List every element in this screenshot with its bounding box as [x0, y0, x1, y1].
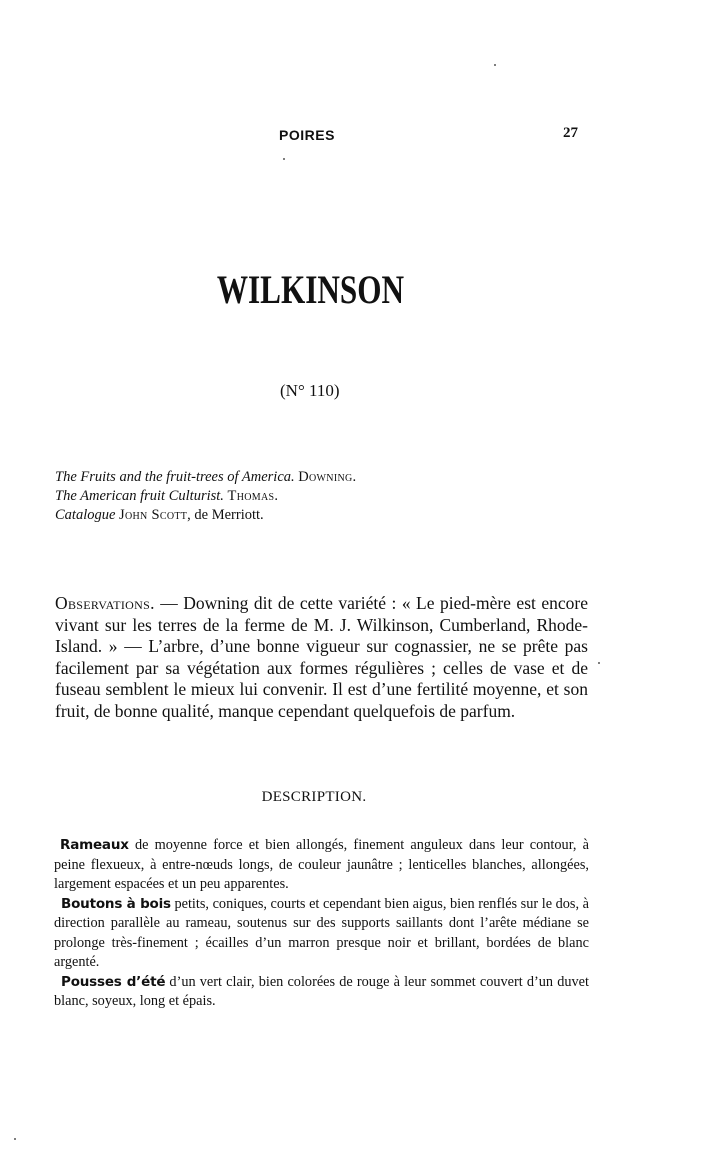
description-item [54, 836, 589, 895]
observations-text: — Downing dit de cette variété : « Le pied-mère est encore vivant sur les terres de la ferme de M. J. Wilkinson, Cumberland, Rhode-Island. » — L’arbre, d’une bonne vigueur sur cognassier, ne se prête pas facilement par sa végétation aux formes régulières ; celles de vase et de fuseau semblent le mieux lui convenir. Il est d’une fertilité moyenne, et son fruit, de bonne qualité, manque cependant quelquefois de parfum. [55, 593, 588, 721]
reference-line [55, 468, 615, 487]
observations-label: Observations. [55, 593, 155, 613]
reference-author: Downing. [298, 469, 357, 485]
description-text: petits, coniques, courts et cependant bien aigus, bien renflés sur le dos, à direction parallèle au rameau, soutenus sur des supports saillants dont l’arête médiane se prolonge très-finement ; écailles d’un marron presque noir et brillant, bordées de blanc argenté. [54, 895, 589, 970]
reference-title: The American fruit Culturist. [55, 488, 224, 504]
print-speck [494, 64, 496, 66]
observations-paragraph [55, 593, 588, 723]
print-speck [598, 662, 600, 664]
reference-line [55, 487, 615, 506]
description-text: de moyenne force et bien allongés, finement anguleux dans leur contour, à peine flexueux, à entre-nœuds longs, de couleur jaunâtre ; lenticelles blanches, allongées, largement espacées et un peu apparentes. [54, 837, 589, 892]
running-title: POIRES [279, 127, 335, 143]
description-term: Rameaux [60, 837, 129, 853]
description-item [54, 895, 589, 973]
reference-author: John Scott [119, 507, 188, 523]
references-list [55, 468, 615, 525]
description-body [54, 836, 589, 1012]
print-speck [283, 158, 285, 160]
description-item [54, 973, 589, 1012]
variety-title: WILKINSON [216, 267, 405, 312]
reference-author: Thomas. [227, 488, 279, 504]
print-speck [14, 1138, 16, 1140]
page-number: 27 [563, 125, 578, 141]
variety-number: (N° 110) [280, 381, 340, 400]
reference-title: Catalogue [55, 507, 116, 523]
reference-title: The Fruits and the fruit-trees of America. [55, 469, 295, 485]
description-text: d’un vert clair, bien colorées de rouge à leur sommet couvert d’un duvet blanc, soyeux, long et épais. [54, 973, 589, 1009]
reference-suffix: , de Merriott. [187, 507, 264, 523]
description-term: Pousses d’été [61, 973, 166, 990]
description-heading: DESCRIPTION. [261, 789, 367, 805]
running-head [0, 127, 707, 147]
reference-line [55, 506, 615, 525]
description-term: Boutons à bois [61, 895, 171, 912]
